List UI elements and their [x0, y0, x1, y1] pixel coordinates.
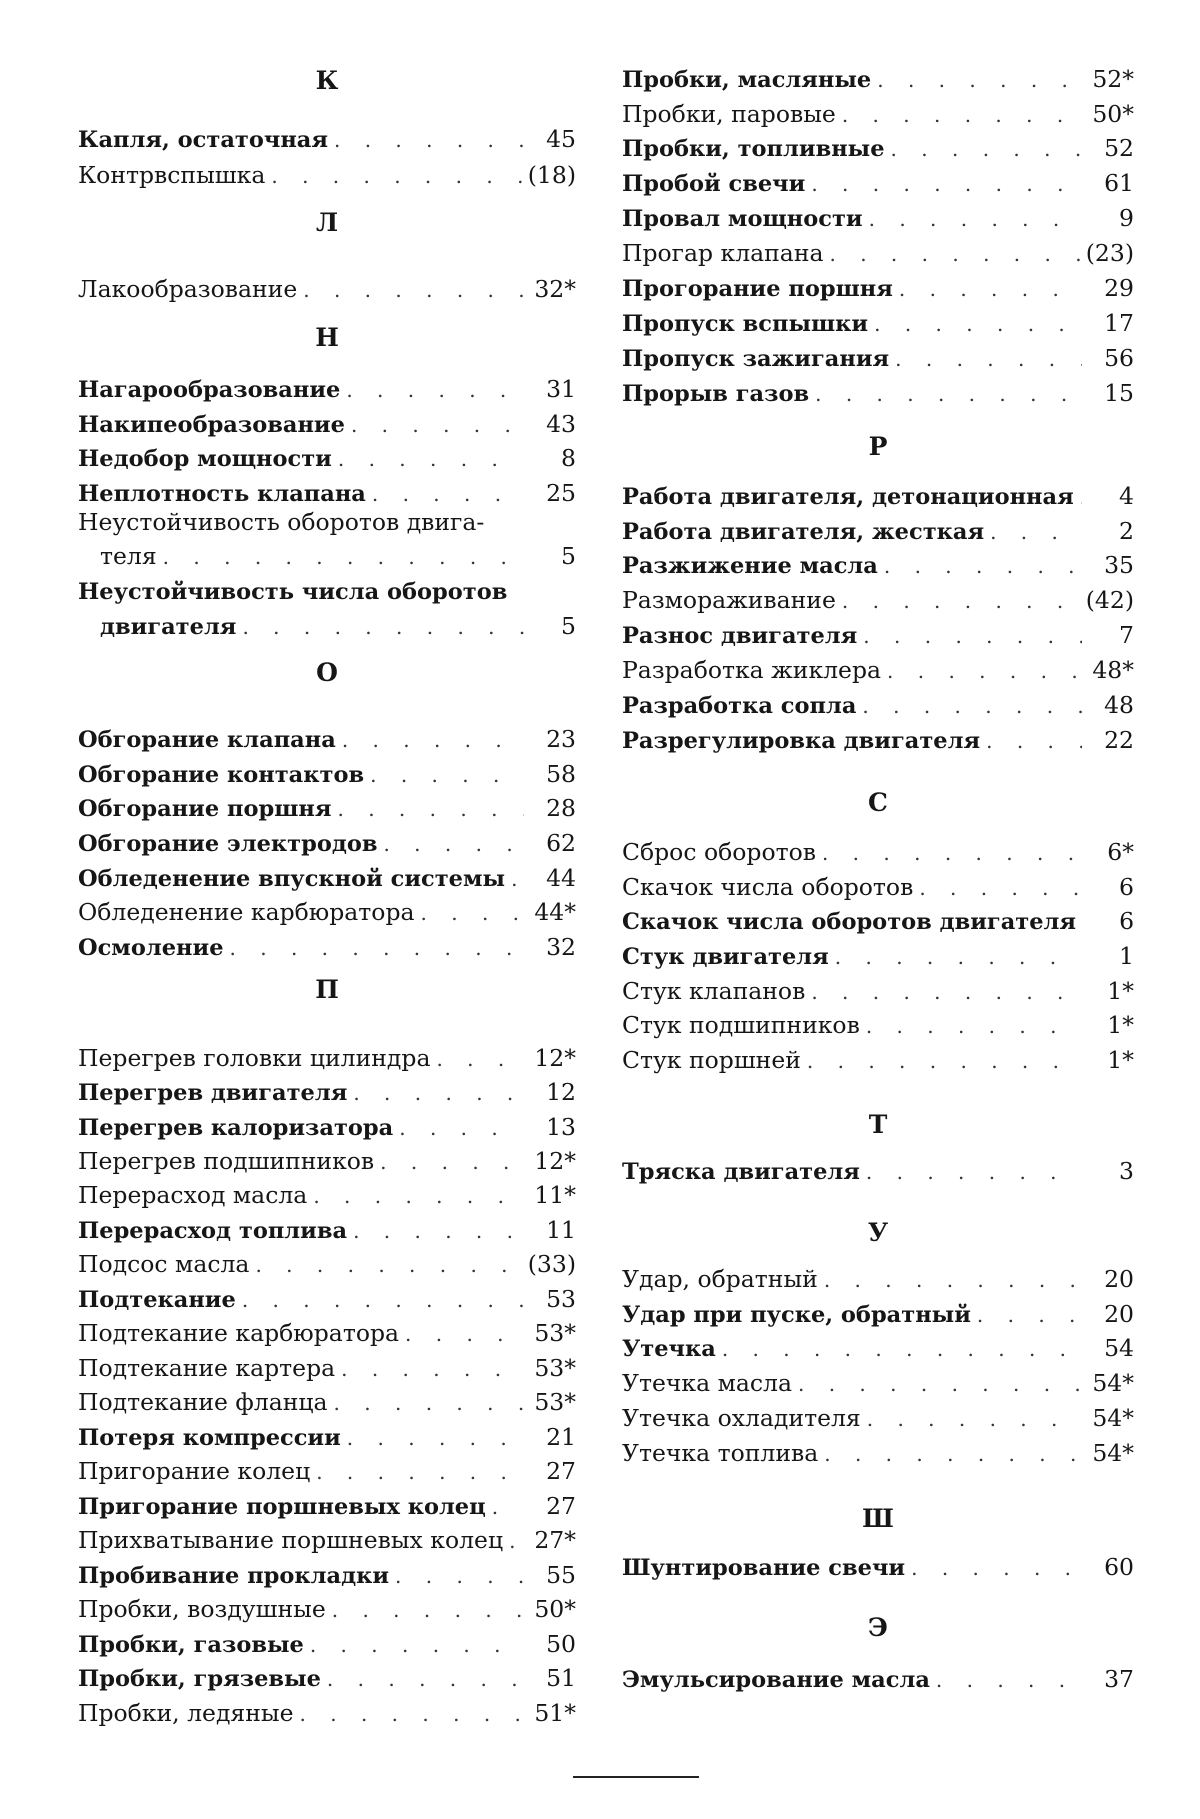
page-number: 5 [561, 542, 576, 570]
page-number: (42) [1085, 586, 1134, 614]
index-term: Лакообразование [78, 275, 298, 303]
page-number: 32* [534, 275, 576, 303]
index-entry [622, 583, 1134, 617]
index-term: Недобор мощности [78, 446, 332, 472]
leader-dots [824, 1437, 1082, 1471]
index-entry [622, 166, 1134, 200]
index-entry [622, 723, 1134, 757]
index-term: Размораживание [622, 586, 836, 614]
index-entry [78, 1523, 576, 1557]
index-term: Неустойчивость числа оборотов [78, 579, 508, 605]
leader-dots [866, 1009, 1082, 1043]
page-number: 20 [1104, 1265, 1134, 1293]
page-number: (18) [527, 161, 576, 189]
page-number: 27* [534, 1526, 576, 1554]
index-term: Разработка сопла [622, 693, 857, 719]
index-term: Работа двигателя, детонационная [622, 484, 1074, 510]
index-entry [622, 1662, 1134, 1696]
section-letter-heading: С [868, 788, 888, 817]
leader-dots [862, 689, 1082, 723]
index-term: Стук клапанов [622, 977, 806, 1005]
index-entry [622, 1154, 1134, 1188]
page-number: 53* [534, 1388, 576, 1416]
index-entry [622, 548, 1134, 582]
index-term: Пригорание поршневых колец [78, 1494, 486, 1520]
index-term: Работа двигателя, жесткая [622, 519, 985, 545]
section-letter-heading: Э [868, 1613, 888, 1642]
leader-dots [421, 896, 524, 930]
page-number: 4 [1119, 482, 1134, 510]
index-term: Капля, остаточная [78, 127, 328, 153]
index-entry [622, 62, 1134, 96]
index-term: Стук поршней [622, 1046, 801, 1074]
page-number: 12 [546, 1078, 576, 1106]
page-number: 54* [1092, 1369, 1134, 1397]
page-number: 37 [1104, 1665, 1134, 1693]
index-term: Обгорание электродов [78, 831, 378, 857]
leader-dots [899, 272, 1082, 306]
leader-dots [316, 1455, 524, 1489]
leader-dots [867, 1402, 1082, 1436]
page-number: 32 [546, 933, 576, 961]
index-term: Утечка масла [622, 1369, 792, 1397]
index-term: Прогорание поршня [622, 276, 893, 302]
index-entry [78, 1213, 576, 1247]
page-number: 5 [561, 612, 576, 640]
page-number: 61 [1104, 169, 1134, 197]
page-number: 22 [1104, 726, 1134, 754]
page-number: 17 [1104, 309, 1134, 337]
index-entry [78, 1351, 576, 1385]
page-number: 1* [1107, 977, 1134, 1005]
index-entry [78, 1558, 576, 1592]
index-entry [78, 1661, 576, 1695]
index-term: Шунтирование свечи [622, 1555, 906, 1581]
index-term: Подтекание карбюратора [78, 1319, 400, 1347]
index-entry [78, 1592, 576, 1626]
index-term: Эмульсирование масла [622, 1667, 930, 1693]
index-entry [78, 1454, 576, 1488]
index-term: Перерасход топлива [78, 1218, 348, 1244]
leader-dots [866, 1155, 1082, 1189]
index-entry [78, 1696, 576, 1730]
index-entry [78, 757, 576, 791]
index-term: Накипеобразование [78, 412, 345, 438]
index-entry [78, 791, 576, 825]
section-letter-heading: Л [315, 208, 339, 237]
leader-dots [395, 1559, 524, 1593]
page-number: 53* [534, 1354, 576, 1382]
index-entry [78, 1144, 576, 1178]
leader-dots [334, 1386, 524, 1420]
page-number: 6 [1119, 873, 1134, 901]
index-entry [622, 870, 1134, 904]
index-entry [622, 306, 1134, 340]
leader-dots [271, 159, 521, 193]
leader-dots [313, 1179, 524, 1213]
leader-dots [230, 931, 524, 965]
leader-dots [842, 98, 1082, 132]
index-entry [622, 835, 1134, 869]
leader-dots [163, 540, 524, 574]
leader-dots [884, 549, 1082, 583]
leader-dots [351, 408, 524, 442]
index-term: Прорыв газов [622, 381, 810, 407]
page-number: 12* [534, 1044, 576, 1072]
page-number: (33) [527, 1250, 576, 1278]
page-number: 60 [1104, 1553, 1134, 1581]
page-number: 20 [1104, 1300, 1134, 1328]
index-entry [622, 1008, 1134, 1042]
page-number: 6* [1107, 838, 1134, 866]
index-term: Пробки, паровые [622, 100, 836, 128]
page-number: 8 [561, 444, 576, 472]
leader-dots [338, 792, 525, 826]
index-entry [78, 441, 576, 475]
index-term: Подсос масла [78, 1250, 250, 1278]
leader-dots [383, 827, 524, 861]
index-entry [622, 131, 1134, 165]
index-term: Утечка [622, 1336, 716, 1362]
index-term: Пробки, воздушные [78, 1595, 326, 1623]
page-number: 7 [1119, 621, 1134, 649]
index-term: Разнос двигателя [622, 623, 858, 649]
leader-dots [977, 1298, 1082, 1332]
index-term: Перерасход масла [78, 1181, 308, 1209]
leader-dots [338, 442, 524, 476]
page-number: 6 [1119, 907, 1135, 935]
index-term: Подтекание картера [78, 1354, 336, 1382]
index-entry [78, 1627, 576, 1661]
leader-dots [334, 123, 524, 157]
leader-dots [891, 132, 1082, 166]
index-entry [622, 1331, 1134, 1365]
index-term: Подтекание [78, 1287, 236, 1313]
leader-dots [399, 1111, 524, 1145]
index-term: Перегрев калоризатора [78, 1115, 394, 1141]
index-entry [622, 1262, 1134, 1296]
page-number: 53* [534, 1319, 576, 1347]
leader-dots [811, 975, 1082, 1009]
leader-dots [936, 1663, 1082, 1697]
index-term: Удар, обратный [622, 1265, 818, 1293]
index-entry [78, 1316, 576, 1350]
leader-dots [353, 1214, 524, 1248]
section-letter-heading: О [316, 658, 338, 687]
leader-dots [990, 515, 1082, 549]
index-entry [622, 688, 1134, 722]
leader-dots [722, 1332, 1082, 1366]
index-entry [78, 122, 576, 156]
index-term: Прихватывание поршневых колец [78, 1526, 504, 1554]
index-term: Неплотность клапана [78, 481, 366, 507]
index-term: Осмоление [78, 935, 224, 961]
index-entry [78, 1247, 576, 1281]
leader-dots [824, 1263, 1082, 1297]
index-term: Скачок числа оборотов [622, 873, 914, 901]
leader-dots [815, 377, 1082, 411]
index-entry [622, 514, 1134, 548]
page-number: 54* [1092, 1439, 1134, 1467]
leader-dots [370, 758, 524, 792]
index-term: Пробки, ледяные [78, 1699, 294, 1727]
page-number: 27 [546, 1457, 576, 1485]
index-entry [78, 1420, 576, 1454]
leader-dots [986, 724, 1082, 758]
leader-dots [342, 723, 524, 757]
index-entry [78, 930, 576, 964]
index-entry [78, 575, 576, 643]
index-entry [622, 341, 1134, 375]
leader-dots [511, 862, 524, 896]
index-entry [622, 1366, 1134, 1400]
section-letter-heading: Т [868, 1110, 888, 1139]
leader-dots [835, 940, 1082, 974]
leader-dots [255, 1248, 521, 1282]
leader-dots [822, 836, 1082, 870]
index-entry [78, 826, 576, 860]
leader-dots [869, 202, 1082, 236]
page-number: 27 [546, 1492, 576, 1520]
page-number: 15 [1104, 379, 1134, 407]
leader-dots [798, 1367, 1082, 1401]
index-entry [78, 722, 576, 756]
page-number: 13 [546, 1113, 576, 1141]
page-number: 51* [534, 1699, 576, 1727]
index-term: Обледенение впускной системы [78, 866, 506, 892]
page-number: 9 [1119, 204, 1134, 232]
page-number: 28 [546, 794, 576, 822]
leader-dots [830, 237, 1080, 271]
page-number: 21 [546, 1423, 576, 1451]
leader-dots [911, 1551, 1082, 1585]
page-number: 1* [1107, 1046, 1134, 1074]
leader-dots [436, 1042, 524, 1076]
page-number: 2 [1119, 517, 1134, 545]
page-number: 54 [1104, 1334, 1134, 1362]
page-number: 56 [1104, 344, 1134, 372]
index-entry [622, 904, 1134, 938]
page-number: 53 [546, 1285, 576, 1313]
index-entry [78, 407, 576, 441]
page-number: 11* [534, 1181, 576, 1209]
index-term: Утечка топлива [622, 1439, 819, 1467]
leader-dots [492, 1490, 524, 1524]
index-term: Подтекание фланца [78, 1388, 328, 1416]
page-number: 54* [1092, 1404, 1134, 1432]
page-number: 45 [546, 125, 576, 153]
index-entry [622, 236, 1134, 270]
index-entry [78, 272, 576, 306]
index-entry [622, 271, 1134, 305]
page-number: 58 [546, 760, 576, 788]
leader-dots [332, 1593, 524, 1627]
leader-dots [327, 1662, 524, 1696]
index-term: Обгорание поршня [78, 796, 332, 822]
bottom-rule [573, 1776, 699, 1778]
leader-dots [300, 1697, 524, 1731]
page-number: 1 [1119, 942, 1134, 970]
leader-dots [242, 1283, 524, 1317]
index-term: Сброс оборотов [622, 838, 816, 866]
section-letter-heading: Н [315, 323, 339, 352]
index-term: Удар при пуске, обратный [622, 1302, 971, 1328]
page-number: 55 [546, 1561, 576, 1589]
leader-dots [863, 619, 1082, 653]
leader-dots [807, 1044, 1082, 1078]
index-term-continuation [78, 609, 576, 643]
index-term: Пробки, топливные [622, 136, 885, 162]
index-term: Стук двигателя [622, 944, 829, 970]
index-term: Разработка жиклера [622, 656, 882, 684]
index-entry [622, 1550, 1134, 1584]
index-term: Потеря компрессии [78, 1425, 341, 1451]
index-entry [78, 1075, 576, 1109]
page-number: 50* [534, 1595, 576, 1623]
page-number: 11 [546, 1216, 576, 1244]
index-term: Контрвспышка [78, 161, 266, 189]
index-entry [78, 1110, 576, 1144]
page-number: 44* [534, 898, 576, 926]
page-number: 29 [1104, 274, 1134, 302]
index-term: Перегрев двигателя [78, 1080, 348, 1106]
section-letter-heading: П [315, 975, 339, 1004]
index-entry [622, 1401, 1134, 1435]
index-term: Разжижение масла [622, 553, 878, 579]
index-entry [622, 479, 1134, 513]
index-term: Прогар клапана [622, 239, 824, 267]
index-term: Нагарообразование [78, 377, 341, 403]
leader-dots [919, 871, 1082, 905]
page-number: 25 [546, 479, 576, 507]
index-entry [78, 158, 576, 192]
page-number: 52* [1092, 65, 1134, 93]
index-entry [622, 97, 1134, 131]
page-number: 12* [534, 1147, 576, 1175]
index-term: Перегрев подшипников [78, 1147, 375, 1175]
leader-dots [877, 63, 1082, 97]
index-entry [78, 505, 576, 573]
leader-dots [341, 1352, 524, 1386]
index-term: Пробивание прокладки [78, 1563, 390, 1589]
leader-dots [509, 1524, 524, 1558]
index-term: Пробой свечи [622, 171, 806, 197]
index-term: Перегрев головки цилиндра [78, 1044, 431, 1072]
index-entry [78, 372, 576, 406]
leader-dots [811, 167, 1082, 201]
page-number: 52 [1104, 134, 1134, 162]
leader-dots [1080, 480, 1082, 514]
index-entry [622, 1436, 1134, 1470]
index-term: Пробки, масляные [622, 67, 872, 93]
index-term: Неустойчивость оборотов двига- [78, 508, 485, 536]
page-number: 35 [1104, 551, 1134, 579]
index-entry [622, 201, 1134, 235]
page-number: (23) [1085, 239, 1134, 267]
index-entry [78, 1282, 576, 1316]
leader-dots [842, 584, 1080, 618]
leader-dots [347, 1421, 524, 1455]
leader-dots [887, 654, 1082, 688]
section-letter-heading: Ш [862, 1504, 894, 1533]
index-term: Тряска двигателя [622, 1159, 860, 1185]
index-term: Утечка охладителя [622, 1404, 861, 1432]
page-number: 50 [546, 1630, 576, 1658]
index-term: Пробки, грязевые [78, 1666, 321, 1692]
index-entry [78, 861, 576, 895]
index-term: Пригорание колец [78, 1457, 311, 1485]
index-term: Пропуск вспышки [622, 311, 869, 337]
index-entry [622, 1297, 1134, 1331]
index-entry [78, 895, 576, 929]
page-number: 1* [1107, 1011, 1134, 1039]
leader-dots [303, 273, 524, 307]
leader-dots [874, 307, 1082, 341]
index-entry [622, 974, 1134, 1008]
index-entry [78, 1178, 576, 1212]
page-number: 3 [1119, 1157, 1134, 1185]
leader-dots [895, 342, 1082, 376]
index-entry [622, 1043, 1134, 1077]
page-number: 23 [546, 725, 576, 753]
section-letter-heading: К [315, 66, 339, 95]
leader-dots [380, 1145, 524, 1179]
index-term-tail: теля [100, 542, 157, 570]
index-entry [622, 618, 1134, 652]
index-term: Разрегулировка двигателя [622, 728, 981, 754]
page-number: 50* [1092, 100, 1134, 128]
page-number: 43 [546, 410, 576, 438]
index-entry [78, 1489, 576, 1523]
index-term: Обгорание контактов [78, 762, 365, 788]
leader-dots [353, 1076, 524, 1110]
index-term: Пробки, газовые [78, 1632, 304, 1658]
index-entry [78, 1041, 576, 1075]
page-number: 62 [546, 829, 576, 857]
section-letter-heading: Р [868, 432, 888, 461]
page-number: 48* [1092, 656, 1134, 684]
index-term: Пропуск зажигания [622, 346, 890, 372]
index-entry [622, 653, 1134, 687]
page-number: 31 [546, 375, 576, 403]
index-term: Скачок числа оборотов двигателя [622, 909, 1077, 935]
page-number: 51 [546, 1664, 576, 1692]
index-entry [78, 1385, 576, 1419]
index-term: Обгорание клапана [78, 727, 336, 753]
leader-dots [242, 610, 524, 644]
index-term: Провал мощности [622, 206, 863, 232]
index-term: Обледенение карбюратора [78, 898, 415, 926]
page-number: 48 [1104, 691, 1134, 719]
leader-dots [310, 1628, 524, 1662]
section-letter-heading: У [867, 1218, 889, 1247]
leader-dots [405, 1317, 524, 1351]
index-entry [622, 376, 1134, 410]
index-term-tail: двигателя [100, 614, 237, 640]
index-term-continuation [78, 539, 576, 573]
index-entry [622, 939, 1134, 973]
leader-dots [346, 373, 524, 407]
index-term: Стук подшипников [622, 1011, 860, 1039]
page-number: 44 [546, 864, 576, 892]
